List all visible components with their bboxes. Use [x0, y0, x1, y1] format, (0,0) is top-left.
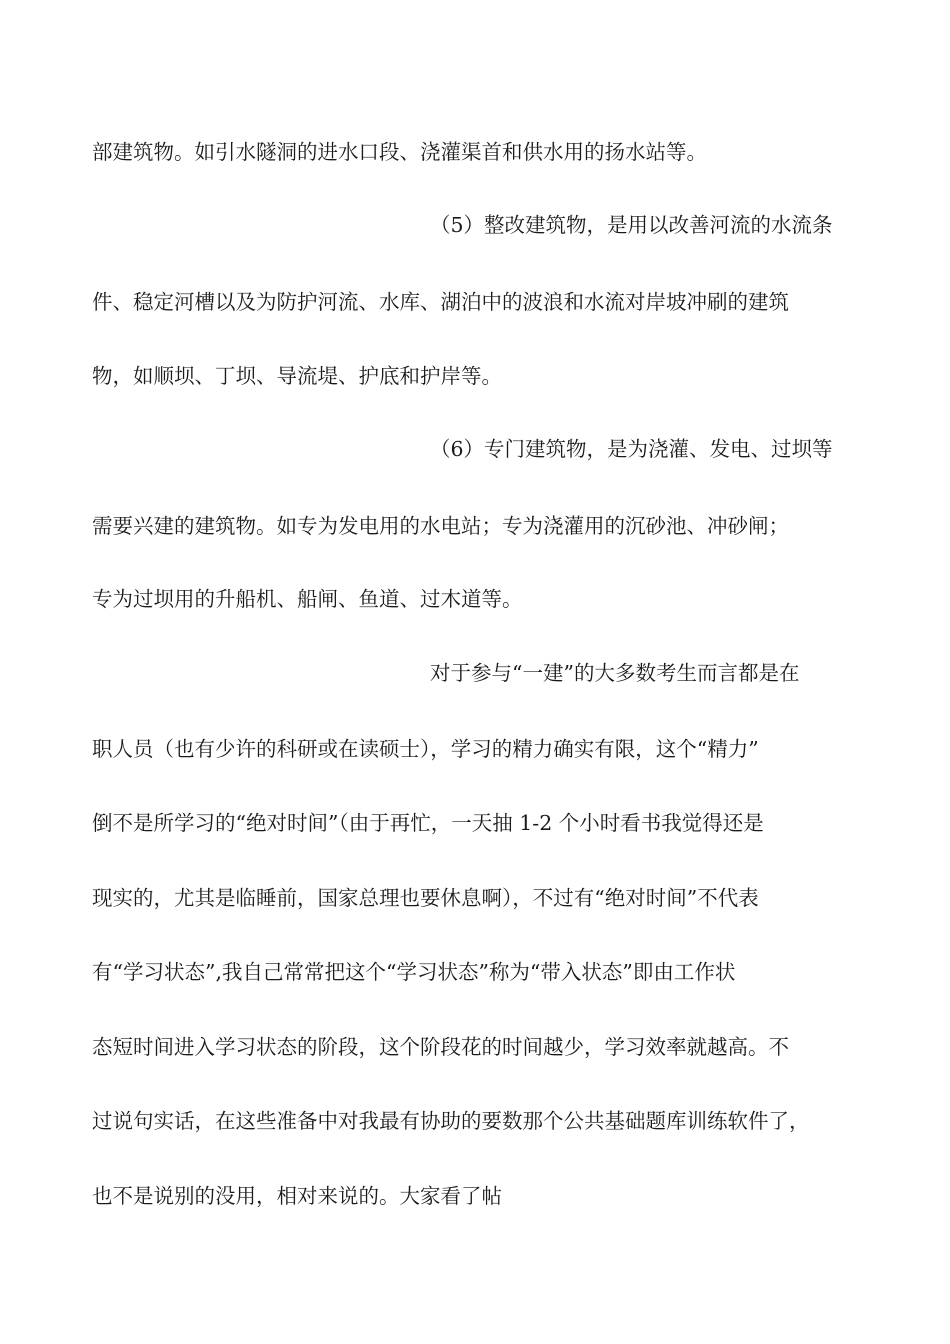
text-line: 专为过坝用的升船机、船闸、鱼道、过木道等。 — [92, 587, 523, 611]
text-line: 职人员（也有少许的科研或在读硕士），学习的精力确实有限，这个“精力” — [92, 737, 759, 761]
text-line: 物，如顺坝、丁坝、导流堤、护底和护岸等。 — [92, 364, 502, 388]
text-line: 有“学习状态”,我自己常常把这个“学习状态”称为“带入状态”即由工作状 — [92, 960, 736, 984]
text-line: （6）专门建筑物，是为浇灌、发电、过坝等 — [430, 437, 833, 461]
text-line: （5）整改建筑物，是用以改善河流的水流条 — [430, 213, 833, 237]
text-line: 倒不是所学习的“绝对时间”（由于再忙，一天抽 1-2 个小时看书我觉得还是 — [92, 811, 764, 835]
text-line: 态短时间进入学习状态的阶段，这个阶段花的时间越少，学习效率就越高。不 — [92, 1035, 789, 1059]
text-line: 件、稳定河槽以及为防护河流、水库、湖泊中的波浪和水流对岸坡冲刷的建筑 — [92, 290, 789, 314]
text-line: 现实的，尤其是临睡前，国家总理也要休息啊），不过有“绝对时间”不代表 — [92, 886, 759, 910]
text-line: 过说句实话，在这些准备中对我最有协助的要数那个公共基础题库训练软件了， — [92, 1109, 810, 1133]
text-line: 需要兴建的建筑物。如专为发电用的水电站；专为浇灌用的沉砂池、冲砂闸； — [92, 514, 789, 538]
text-line: 部建筑物。如引水隧洞的进水口段、浇灌渠首和供水用的扬水站等。 — [92, 140, 707, 164]
text-line: 也不是说别的没用，相对来说的。大家看了帖 — [92, 1184, 502, 1208]
text-line: 对于参与“一建”的大多数考生而言都是在 — [430, 661, 800, 685]
